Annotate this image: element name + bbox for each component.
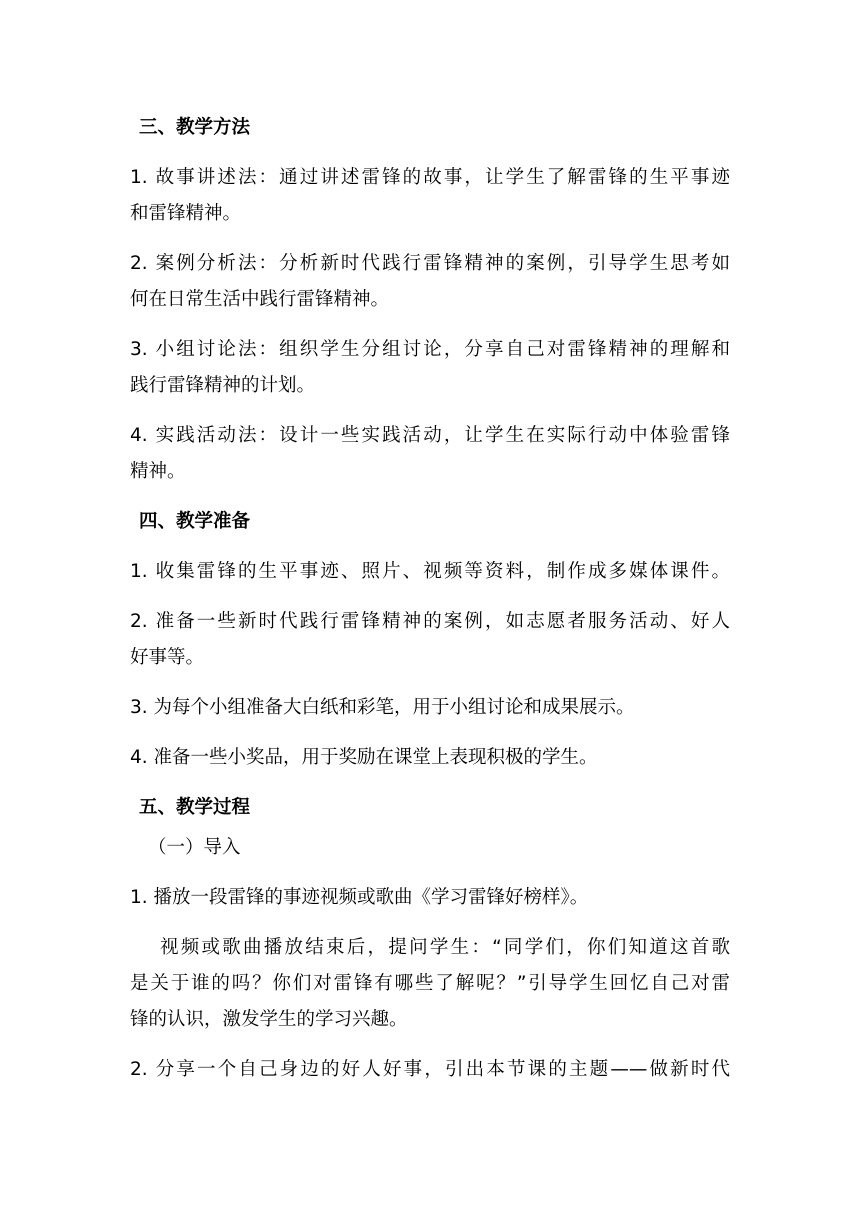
list-item <box>130 554 730 590</box>
paragraph-line: 2. 案例分析法：分析新时代践行雷锋精神的案例，引导学生思考如 <box>130 253 730 274</box>
list-item <box>130 160 730 232</box>
list-item <box>130 604 730 676</box>
list-item <box>130 1052 730 1088</box>
subsection-heading-introduction: （一）导入 <box>148 837 241 858</box>
section-heading-teaching-process: 五、教学过程 <box>139 797 251 818</box>
paragraph-line: 1. 收集雷锋的生平事迹、照片、视频等资料，制作成多媒体课件。 <box>130 561 730 582</box>
paragraph-line: 和雷锋精神。 <box>130 203 242 224</box>
paragraph-line: 何在日常生活中践行雷锋精神。 <box>130 289 390 310</box>
paragraph-line: 锋的认识，激发学生的学习兴趣。 <box>130 1009 408 1030</box>
list-item <box>130 740 730 776</box>
paragraph-line: 3. 小组讨论法：组织学生分组讨论，分享自己对雷锋精神的理解和 <box>130 339 730 360</box>
paragraph-line: 2. 分享一个自己身边的好人好事，引出本节课的主题——做新时代 <box>130 1059 730 1080</box>
paragraph-line: 好事等。 <box>130 647 205 668</box>
paragraph-line: 精神。 <box>130 461 186 482</box>
section-heading-teaching-methods: 三、教学方法 <box>139 117 251 138</box>
paragraph-line: 4. 准备一些小奖品，用于奖励在课堂上表现积极的学生。 <box>130 747 598 768</box>
list-item <box>130 930 730 1038</box>
paragraph-line: 践行雷锋精神的计划。 <box>130 375 316 396</box>
paragraph-line: 1. 播放一段雷锋的事迹视频或歌曲《学习雷锋好榜样》。 <box>130 887 589 908</box>
list-item <box>130 332 730 404</box>
paragraph-line: 2. 准备一些新时代践行雷锋精神的案例，如志愿者服务活动、好人 <box>130 611 730 632</box>
list-item <box>130 880 730 916</box>
paragraph-line: 视频或歌曲播放结束后，提问学生：“同学们，你们知道这首歌 <box>160 937 730 958</box>
section-heading-teaching-preparation: 四、教学准备 <box>139 511 251 532</box>
document-body <box>130 110 730 1088</box>
paragraph-line: 是关于谁的吗？你们对雷锋有哪些了解呢？”引导学生回忆自己对雷 <box>130 973 730 994</box>
list-item <box>130 418 730 490</box>
paragraph-line: 4. 实践活动法：设计一些实践活动，让学生在实际行动中体验雷锋 <box>130 425 730 446</box>
list-item <box>130 690 730 726</box>
paragraph-line: 1. 故事讲述法：通过讲述雷锋的故事，让学生了解雷锋的生平事迹 <box>130 167 730 188</box>
paragraph-line: 3. 为每个小组准备大白纸和彩笔，用于小组讨论和成果展示。 <box>130 697 635 718</box>
list-item <box>130 246 730 318</box>
